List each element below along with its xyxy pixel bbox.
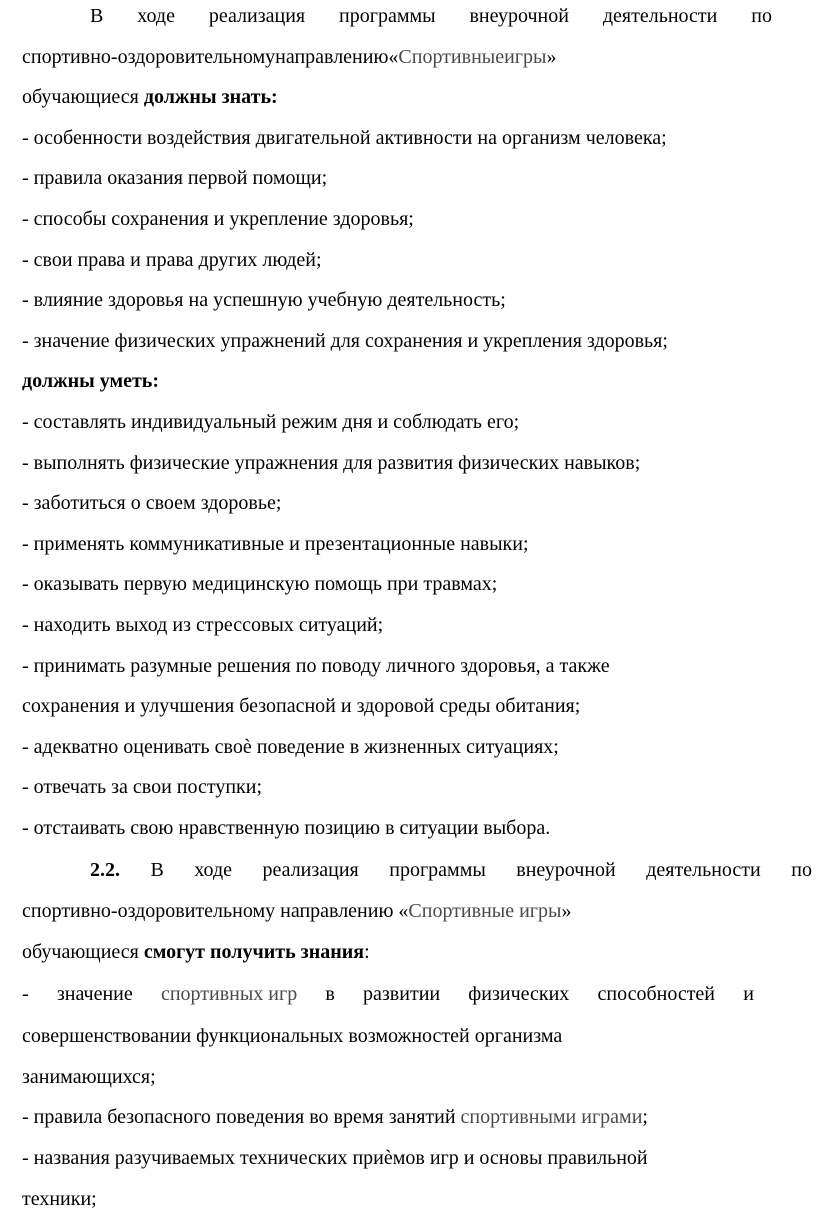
section2-learners-line bbox=[22, 932, 812, 973]
direction-text: спортивно-оздоровительномунаправлению« bbox=[22, 45, 399, 68]
list-item: - свои права и права других людей; bbox=[22, 248, 322, 271]
intro-word: реализация bbox=[208, 5, 306, 27]
item-word: развитии bbox=[363, 983, 441, 1006]
section2-direction-line bbox=[22, 891, 812, 932]
section1-direction-line bbox=[22, 37, 812, 78]
list-item bbox=[22, 1097, 812, 1138]
list-item: - отстаивать свою нравственную позицию в ситуации выбора. bbox=[22, 816, 551, 839]
document-page bbox=[22, 0, 812, 1219]
intro-word: по bbox=[791, 859, 812, 882]
list-item-continuation: совершенствовании функциональных возможностей организма bbox=[22, 1025, 563, 1048]
section1-learners-line bbox=[22, 77, 812, 118]
intro-word: по bbox=[751, 5, 772, 27]
item-link-text: спортивными играми bbox=[460, 1106, 643, 1129]
intro-word: программы bbox=[339, 5, 436, 27]
close-quote: » bbox=[546, 45, 557, 68]
intro-word: деятельности bbox=[602, 5, 718, 27]
list-item: - значение физических упражнений для сохранения и укрепления здоровья; bbox=[22, 329, 668, 352]
list-item-continuation: техники; bbox=[22, 1187, 97, 1210]
can-get-label: смогут получить знания bbox=[143, 940, 365, 963]
program-name: Спортивные игры bbox=[408, 900, 562, 923]
list-item: - способы сохранения и укрепление здоровья; bbox=[22, 207, 414, 230]
program-name: Спортивныеигры bbox=[398, 45, 547, 68]
know-list bbox=[22, 118, 812, 362]
item-word: - bbox=[22, 983, 29, 1006]
list-item-continuation: занимающихся; bbox=[22, 1065, 156, 1088]
intro-word: реализация bbox=[262, 859, 359, 882]
colon: : bbox=[364, 940, 370, 963]
intro-word: деятельности bbox=[646, 859, 761, 882]
list-item: - адекватно оценивать своѐ поведение в жизненных ситуациях; bbox=[22, 735, 559, 758]
item-word: в bbox=[325, 983, 335, 1006]
intro-word: В bbox=[150, 859, 164, 882]
list-item: - названия разучиваемых технических приѐмов игр и основы правильной bbox=[22, 1147, 648, 1170]
intro-word: внеурочной bbox=[469, 5, 569, 27]
section-number: 2.2. bbox=[90, 859, 120, 882]
list-item: - принимать разумные решения по поводу личного здоровья, а также bbox=[22, 654, 610, 677]
item-text: - правила безопасного поведения во время занятий bbox=[22, 1106, 461, 1129]
intro-word: В bbox=[90, 5, 104, 27]
intro-word: программы bbox=[389, 859, 486, 882]
section2-intro-line bbox=[22, 850, 812, 891]
list-item: сохранения и улучшения безопасной и здоровой среды обитания; bbox=[22, 695, 581, 718]
list-item: - влияние здоровья на успешную учебную деятельность; bbox=[22, 289, 506, 312]
knowledge-list bbox=[22, 972, 812, 1219]
item-text: ; bbox=[642, 1106, 648, 1129]
list-item: - оказывать первую медицинскую помощь при травмах; bbox=[22, 573, 498, 596]
intro-word: внеурочной bbox=[516, 859, 616, 882]
list-item: - находить выход из стрессовых ситуаций; bbox=[22, 613, 384, 636]
must-do-label: должны уметь: bbox=[22, 370, 160, 393]
intro-word: ходе bbox=[137, 5, 175, 27]
learners-prefix: обучающиеся bbox=[22, 86, 144, 109]
learners-prefix: обучающиеся bbox=[22, 940, 144, 963]
list-item: - заботиться о своем здоровье; bbox=[22, 492, 282, 515]
item-word: физических bbox=[468, 983, 570, 1006]
item-word: и bbox=[743, 983, 754, 1006]
list-item: - особенности воздействия двигательной активности на организм человека; bbox=[22, 126, 667, 149]
list-item: - отвечать за свои поступки; bbox=[22, 776, 263, 799]
section1-intro-line bbox=[22, 0, 812, 37]
must-know-label: должны знать: bbox=[143, 86, 278, 109]
list-item bbox=[22, 972, 812, 1016]
intro-word: ходе bbox=[194, 859, 233, 882]
do-list bbox=[22, 402, 812, 849]
item-word: способностей bbox=[597, 983, 716, 1006]
item-word: значение bbox=[56, 983, 133, 1006]
list-item: - выполнять физические упражнения для развития физических навыков; bbox=[22, 451, 641, 474]
list-item: - правила оказания первой помощи; bbox=[22, 167, 328, 190]
list-item: - применять коммуникативные и презентационные навыки; bbox=[22, 532, 529, 555]
list-item: - составлять индивидуальный режим дня и соблюдать его; bbox=[22, 410, 520, 433]
direction-text: спортивно-оздоровительному направлению « bbox=[22, 900, 409, 923]
item-word: спортивных игр bbox=[160, 983, 298, 1006]
close-quote: » bbox=[561, 900, 572, 923]
